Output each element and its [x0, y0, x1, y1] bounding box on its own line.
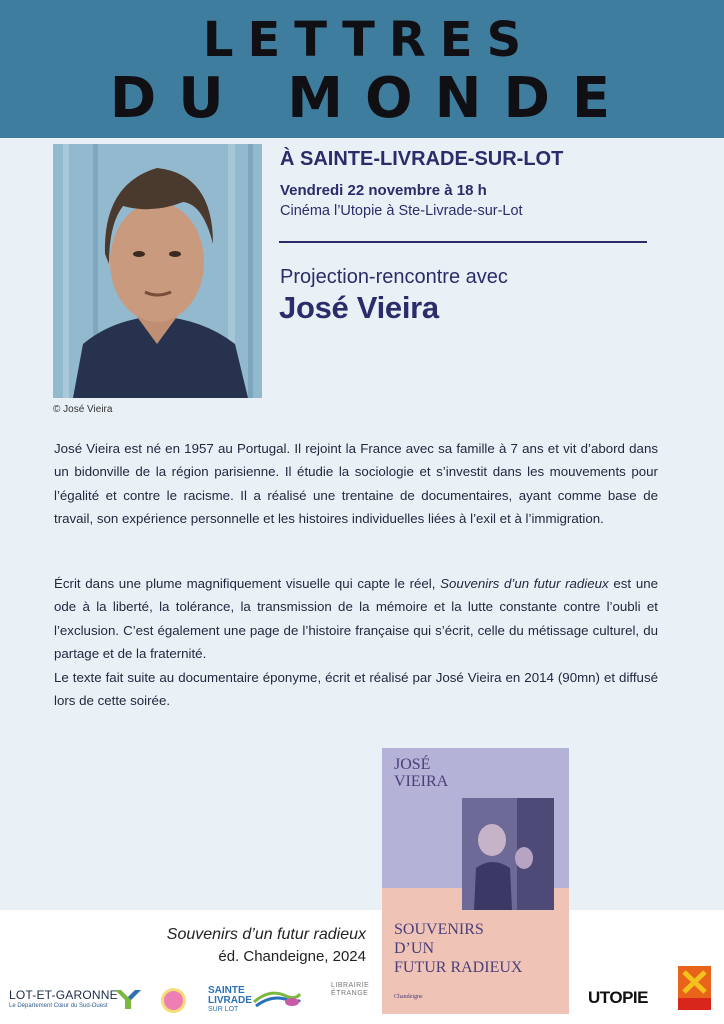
header-title-line1: LETTRES	[202, 12, 536, 68]
screening-note-paragraph: Le texte fait suite au documentaire éponyme, écrit et réalisé par José Vieira en 2014 (90mn) et diffusé lors de cette soirée.	[54, 670, 658, 709]
cinema-utopie-logo: UTOPIE	[588, 988, 648, 1007]
cover-title-line: SOUVENIRS	[394, 921, 484, 938]
header-title-line2: DU MONDE	[109, 66, 633, 131]
sainte-livrade-word3: SUR LOT	[208, 1006, 239, 1013]
cover-photo	[462, 798, 554, 910]
sainte-livrade-wave-icon	[252, 988, 302, 1010]
cover-author-line: VIEIRA	[394, 773, 449, 790]
cover-title-line: FUTUR RADIEUX	[394, 959, 523, 976]
book-title: Souvenirs d’un futur radieux	[166, 926, 366, 943]
cover-publisher: Chandeigne	[394, 994, 423, 1000]
lot-et-garonne-logo	[9, 988, 118, 1009]
event-venue: Cinéma l’Utopie à Ste-Livrade-sur-Lot	[280, 203, 523, 219]
book-publisher: éd. Chandeigne, 2024	[218, 948, 366, 965]
librairie-logo: LIBRAIRIE ÉTRANGE	[331, 982, 370, 997]
lot-et-garonne-tagline: Le Département Cœur du Sud-Ouest	[9, 1003, 108, 1009]
cover-author	[394, 756, 448, 790]
header-banner	[0, 0, 724, 138]
book-description-rest: est une ode à la liberté, la tolérance, la transmission de la mémoire et la lutte constante contre l’oubli et l’exclusion. C’est également une page de l’histoire française qui s’écrit, celle du métissage culturel, du partage et de la fraternité.	[54, 576, 659, 662]
book-title-inline: Souvenirs d’un futur radieux	[440, 576, 609, 591]
bio-paragraph: José Vieira est né en 1957 au Portugal. Il rejoint la France avec sa famille à 7 ans et vit d’abord dans un bidonville de la région parisienne. Il étudie la sociologie et s’investit dans les mouvements pour l’égalité et contre le racisme. Il a réalisé une trentaine de documentaires, ayant comme base de travail, son expérience personnelle et les histoires individuelles liées à l’exil et à l’immigration.	[54, 441, 658, 527]
event-subtitle: Projection-rencontre avec	[280, 266, 508, 288]
cover-title	[394, 920, 522, 977]
event-date: Vendredi 22 novembre à 18 h	[280, 182, 487, 199]
villeneuve-logo	[678, 966, 711, 1010]
sainte-livrade-word1: SAINTE	[208, 985, 245, 996]
divider	[279, 241, 647, 243]
sainte-livrade-word2: LIVRADE	[208, 995, 252, 1006]
partner-circle-logo	[161, 988, 186, 1013]
cover-title-line: D’UN	[394, 940, 434, 957]
author-portrait	[53, 144, 262, 398]
lot-et-garonne-y-icon	[113, 988, 143, 1010]
photo-credit: © José Vieira	[53, 404, 113, 415]
book-description-intro: Écrit dans une plume magnifiquement visuelle qui capte le réel,	[54, 576, 441, 591]
cover-author-line: JOSÉ	[394, 756, 431, 773]
book-description-paragraph	[54, 572, 658, 666]
author-name: José Vieira	[279, 290, 439, 325]
lot-et-garonne-name: LOT-ET-GARONNE	[9, 988, 118, 1002]
sainte-livrade-logo	[208, 986, 252, 1013]
event-place: À SAINTE-LIVRADE-SUR-LOT	[280, 148, 564, 170]
book-cover	[382, 748, 569, 1014]
